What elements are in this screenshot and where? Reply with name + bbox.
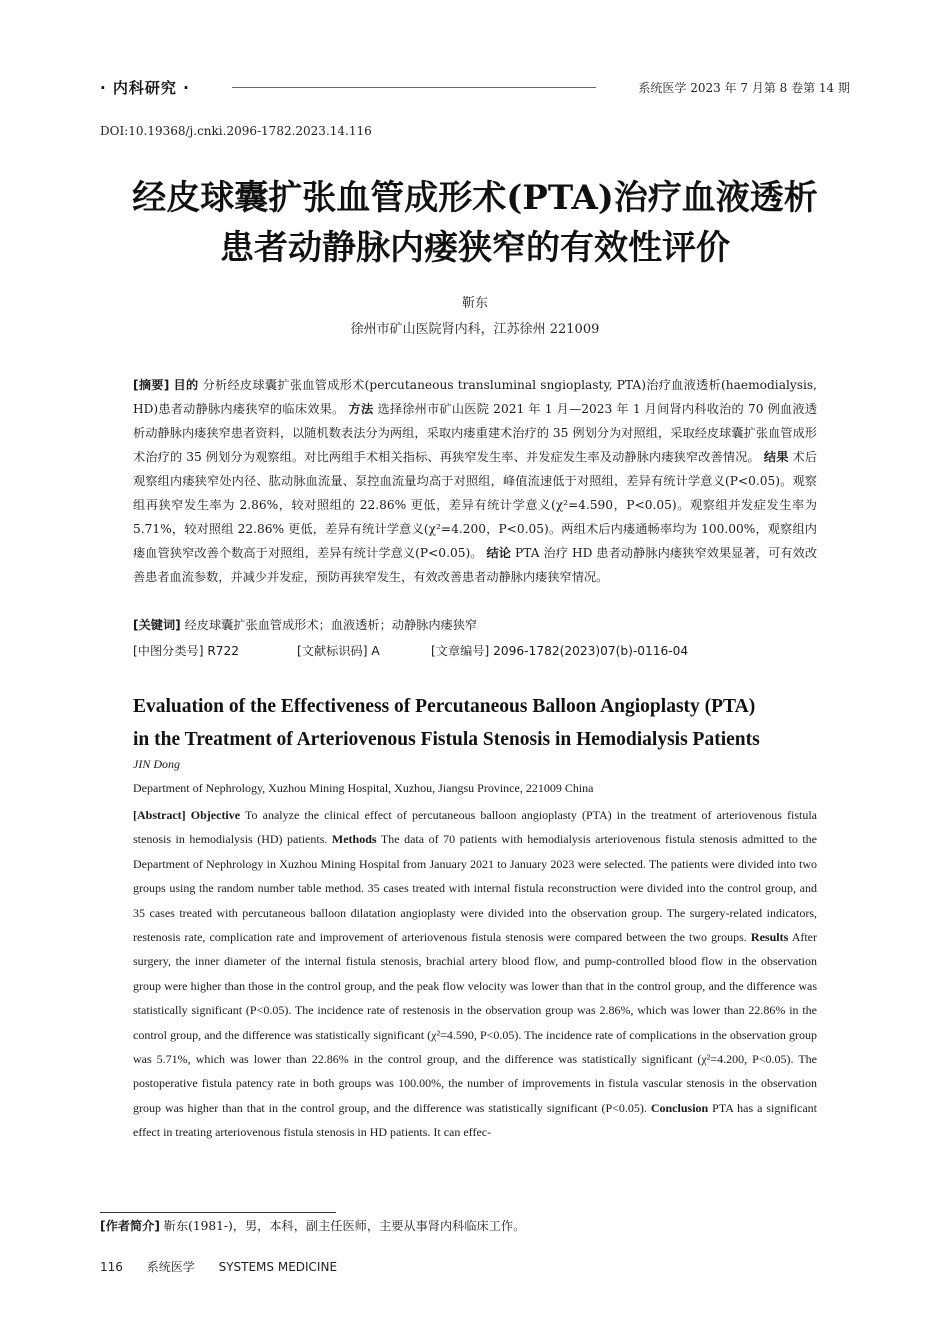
footnote-label: [作者简介] (100, 1219, 160, 1233)
conclusion-en-label: Conclusion (650, 1100, 709, 1115)
journal-issue: 系统医学 2023 年 7 月第 8 卷第 14 期 (638, 81, 850, 95)
english-title-line-1: Evaluation of the Effectiveness of Percutaneous Balloon Angioplasty (PTA) (133, 696, 756, 717)
page-number: 116 (100, 1260, 123, 1274)
objective-text: 分析经皮球囊扩张血管成形术(percutaneous transluminal sngioplasty, PTA)治疗血液透析(haemodialysis, HD)患者动静脉内瘘狭窄的临床效果。 (133, 378, 818, 416)
author-footnote (100, 1217, 525, 1234)
page-footer (100, 1258, 357, 1275)
doi: DOI:10.19368/j.cnki.2096-1782.2023.14.116 (100, 124, 372, 138)
page-title (60, 173, 890, 273)
abstract-en (133, 803, 817, 1145)
keywords-cn (133, 613, 817, 637)
affiliation-en: Department of Nephrology, Xuzhou Mining Hospital, Xuzhou, Jiangsu Province, 221009 China (133, 781, 594, 795)
conclusion-text: PTA 治疗 HD 患者动静脉内瘘狭窄效果显著，可有效改善患者血流参数，并减少并发症，预防再狭窄发生，有效改善患者动静脉内瘘狭窄情况。 (133, 546, 818, 584)
methods-text: 选择徐州市矿山医院 2021 年 1 月—2023 年 1 月间肾内科收治的 70 例血液透析动静脉内瘘狭窄患者资料，以随机数表法分为两组，采取内瘘重建术治疗的 35 例划分为对照组，采取经皮球囊扩张血管成形术治疗的 35 例划分为观察组。对比两组手术相关指标、再狭窄发生率、并发症发生率及动静脉内瘘狭窄改善情况。 (133, 402, 818, 464)
footnote-rule (100, 1212, 336, 1213)
keywords-text: 经皮球囊扩张血管成形术；血液透析；动静脉内瘘狭窄 (184, 618, 478, 632)
methods-en-label: Methods (331, 832, 377, 847)
journal-name-cn: 系统医学 (146, 1260, 195, 1274)
results-en-label: Results (750, 930, 789, 945)
journal-name-en: SYSTEMS MEDICINE (218, 1260, 338, 1274)
title-line-1: 经皮球囊扩张血管成形术(PTA)治疗血液透析 (132, 178, 818, 218)
doc-code: [文献标识码] A (297, 644, 380, 658)
title-line-2: 患者动静脉内瘘狭窄的有效性评价 (220, 228, 730, 268)
abstract-label: [摘要] (133, 378, 170, 392)
conclusion-label: 结论 (486, 546, 512, 560)
results-label: 结果 (763, 450, 789, 464)
methods-label: 方法 (348, 402, 374, 416)
conclusion-en-text: PTA has a significant effect in treating arteriovenous fistula stenosis in HD patients. It can effec- (133, 1100, 818, 1140)
keywords-label: [关键词] (133, 618, 181, 632)
objective-en-text: To analyze the clinical effect of percutaneous balloon angioplasty (PTA) in the treatment of arteriovenous fistula stenosis in hemodialysis (HD) patients. (133, 808, 817, 847)
footnote-text: 靳东(1981-)，男，本科，副主任医师，主要从事肾内科临床工作。 (163, 1219, 526, 1233)
abstract-cn (133, 373, 817, 589)
header-rule (232, 87, 596, 88)
abstract-en-label: [Abstract] (133, 808, 186, 822)
section-header: · 内科研究 · (100, 79, 190, 97)
results-text: 术后观察组内瘘狭窄处内径、肱动脉血流量、泵控血流量均高于对照组，峰值流速低于对照组，差异有统计学意义(P<0.05)。观察组再狭窄发生率为 2.86%，较对照组的 22.86% 更低，差异有统计学意义(χ²=4.590，P<0.05)。观察组并发症发生率为 5.71%，较对照组 22.86% 更低，差异有统计学意义(χ²=4.200，P<0.05)。两组术后内瘘通畅率均为 100.00%，观察组内瘘血管狭窄改善个数高于对照组，差异有统计学意义(P<0.05)。 (133, 450, 818, 560)
objective-en-label: Objective (190, 808, 241, 822)
english-title-line-2: in the Treatment of Arteriovenous Fistula Stenosis in Hemodialysis Patients (133, 729, 760, 750)
english-title (133, 690, 833, 756)
methods-en-text: The data of 70 patients with hemodialysis arteriovenous fistula stenosis admitted to the Department of Nephrology in Xuzhou Mining Hospital from January 2021 to January 2023 were selected. The patients were divided into two groups using the random number table method. 35 cases treated with internal fistula reconstruction were divided into the control group, and 35 cases treated with percutaneous balloon dilatation angioplasty were divided into the observation group. The surgery-related indicators, restenosis rate, complication rate and improvement of arteriovenous fistula stenosis were compared between the two groups. (133, 832, 817, 945)
author-cn: 靳东 (461, 296, 488, 311)
affiliation-cn: 徐州市矿山医院肾内科，江苏徐州 221009 (350, 322, 600, 337)
clc-number: [中图分类号] R722 (133, 644, 240, 658)
author-en: JIN Dong (133, 757, 180, 771)
article-number: [文章编号] 2096-1782(2023)07(b)-0116-04 (431, 644, 689, 658)
results-en-text: After surgery, the inner diameter of the internal fistula stenosis, brachial artery blood flow, and pump-controlled blood flow in the observation group were higher than those in the control group, and the peak flow velocity was lower than that in the control group, and the difference was statistically significant (P<0.05). The incidence rate of restenosis in the observation group was 2.86%, which was lower than 22.86% in the control group, and the difference was statistically significant (χ²=4.590, P<0.05). The incidence rate of complications in the observation group was 5.71%, which was lower than 22.86% in the control group, and the difference was statistically significant (χ²=4.200, P<0.05). The postoperative fistula patency rate in both groups was 100.00%, the number of improvements in fistula vascular stenosis in the observation group was higher than that in the control group, and the difference was statistically significant (P<0.05). (133, 930, 818, 1115)
objective-label: 目的 (173, 378, 199, 392)
